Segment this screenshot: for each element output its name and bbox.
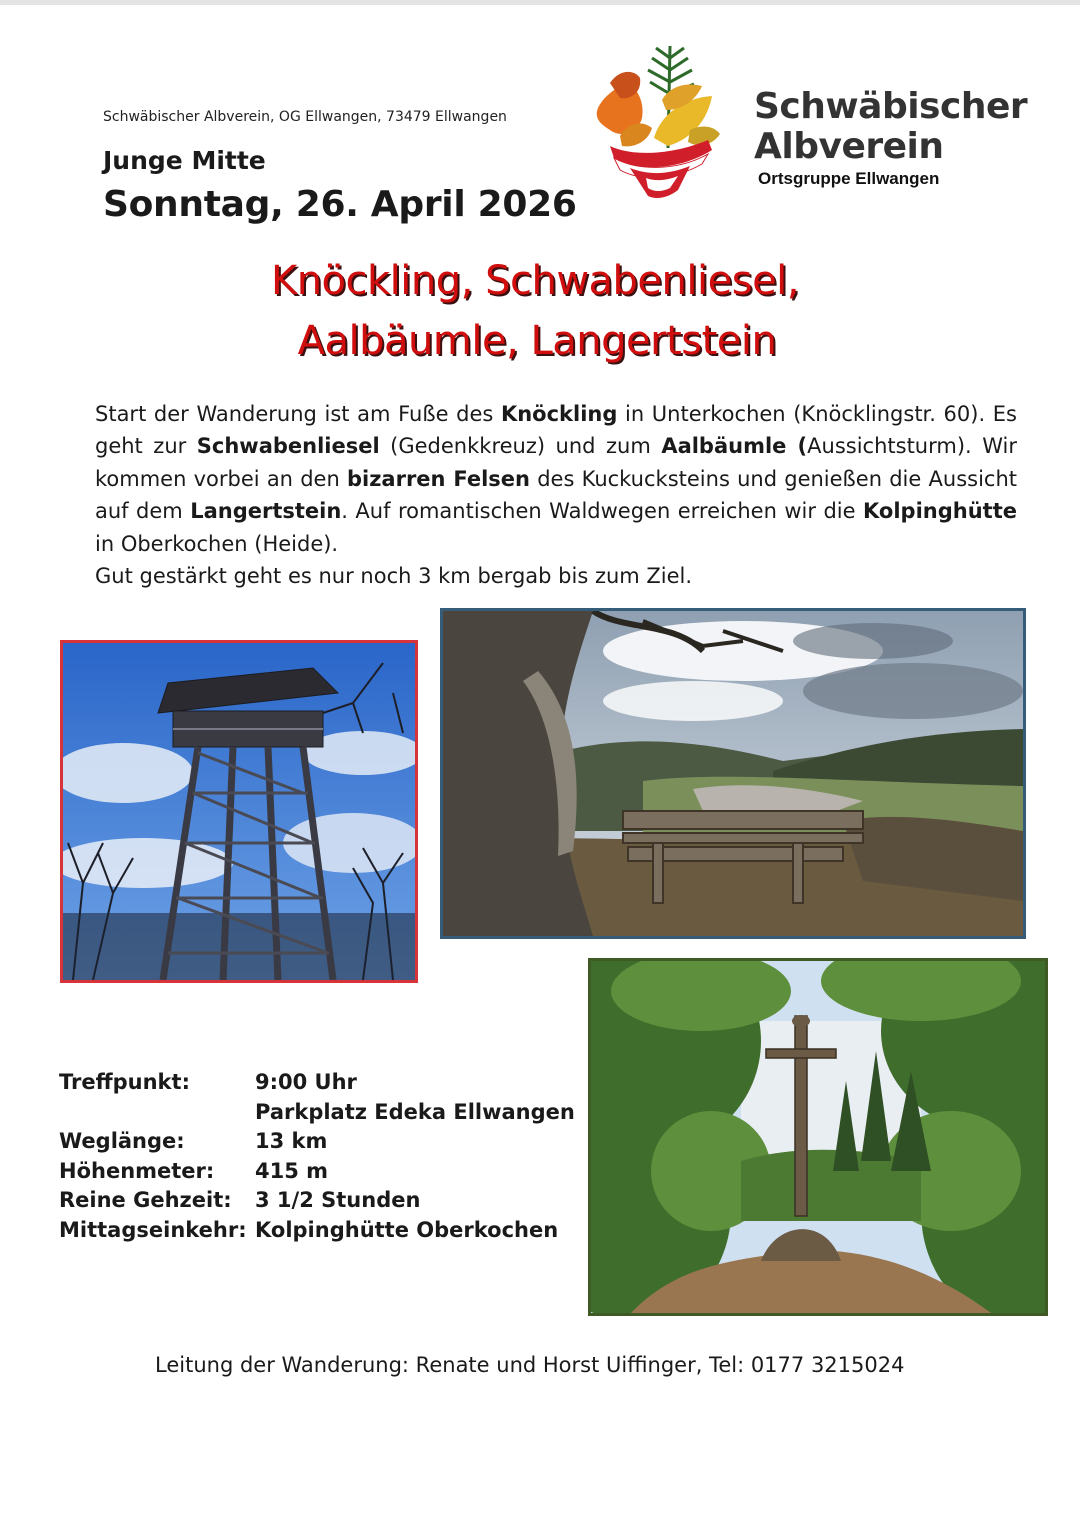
info-row-elevation: [59, 1157, 575, 1187]
info-label: Reine Gehzeit:: [59, 1188, 232, 1213]
brand-name-line2: Albverein: [754, 126, 944, 167]
desc-text: Start der Wanderung ist am Fuße des: [95, 402, 501, 426]
desc-highlight: Langertstein: [190, 499, 342, 524]
info-row-distance: [59, 1127, 575, 1157]
desc-highlight: Knöckling: [500, 402, 618, 426]
info-label: Treffpunkt:: [59, 1070, 190, 1094]
headline-line2: Aalbäumle, Langertstein: [297, 318, 777, 364]
albverein-logo: [590, 38, 730, 206]
photo-bench-view: [440, 608, 1026, 939]
info-label: [59, 1098, 255, 1128]
info-label: Weglänge:: [59, 1129, 185, 1154]
brand-name-line1: Schwäbischer: [754, 86, 1028, 127]
info-value: 9:00 Uhr: [255, 1070, 357, 1094]
desc-text: Aussichtsturm). Wir kommen vorbei an den: [95, 434, 1017, 491]
headline-line1: Knöckling, Schwabenliesel,: [270, 258, 800, 304]
info-value: 3 1/2 Stunden: [255, 1188, 421, 1213]
info-value: 415 m: [255, 1158, 329, 1183]
info-row-walking-time: [59, 1186, 575, 1216]
group-name: Junge Mitte: [103, 146, 266, 175]
info-value: 13 km: [255, 1129, 328, 1154]
tour-info-table: [59, 1068, 575, 1246]
desc-text: des Kuckucksteins und genießen die Aussicht auf dem: [95, 466, 1018, 524]
desc-text: in Oberkochen (Heide).: [95, 531, 339, 556]
info-row-meeting-place: [59, 1098, 575, 1128]
info-row-meeting-time: [59, 1068, 575, 1098]
desc-highlight: Kolpinghütte: [863, 499, 1017, 524]
event-date: Sonntag, 26. April 2026: [103, 184, 577, 225]
desc-text: (Gedenkkreuz) und zum: [379, 434, 662, 459]
info-value: Kolpinghütte Oberkochen: [255, 1217, 559, 1242]
desc-text: . Auf romantischen Waldwegen erreichen wir die: [341, 499, 864, 524]
top-edge: [0, 0, 1080, 5]
info-label: Höhenmeter:: [59, 1158, 215, 1183]
photo-tower: [60, 640, 418, 983]
tour-description: [95, 398, 1017, 592]
desc-highlight: Schwabenliesel: [196, 434, 380, 459]
description-closing: Gut gestärkt geht es nur noch 3 km bergab bis zum Ziel.: [95, 564, 693, 589]
info-value: Parkplatz Edeka Ellwangen: [255, 1099, 575, 1124]
photo-cross: [588, 958, 1048, 1316]
description-paragraph: [95, 398, 1017, 560]
desc-highlight: Aalbäumle (: [661, 434, 808, 459]
tour-leader-contact: Leitung der Wanderung: Renate und Horst Uiffinger, Tel: 0177 3215024: [155, 1353, 905, 1377]
info-label: Mittagseinkehr:: [59, 1217, 247, 1242]
sender-address: Schwäbischer Albverein, OG Ellwangen, 73479 Ellwangen: [103, 109, 507, 125]
desc-text: in Unterkochen (Knöcklingstr. 60). Es geht zur: [95, 402, 1017, 459]
brand-subtitle: Ortsgruppe Ellwangen: [758, 169, 940, 188]
desc-highlight: bizarren Felsen: [346, 466, 530, 491]
info-row-lunch-stop: [59, 1216, 575, 1246]
